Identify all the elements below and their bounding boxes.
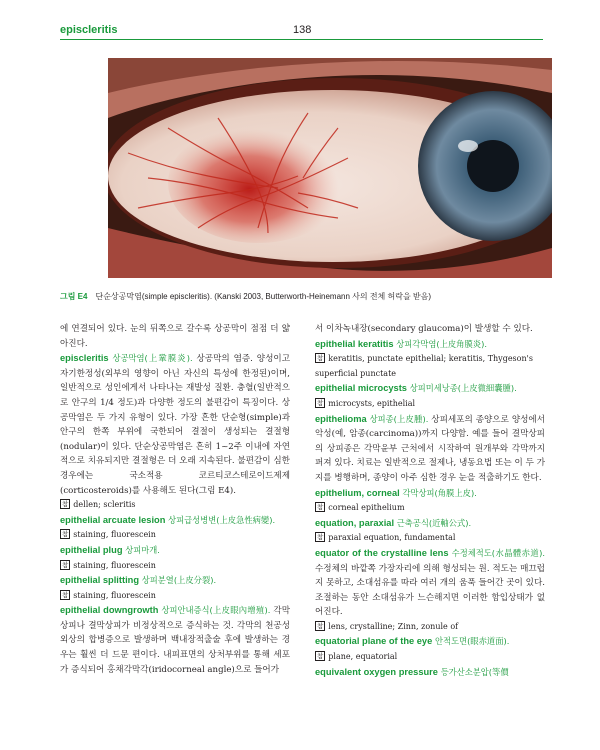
entry-korean-term: 수정체적도(水晶體赤道). bbox=[451, 547, 546, 558]
left-column bbox=[60, 322, 290, 677]
entry-definition: 수정체의 바깥쪽 가장자리에 의해 형성되는 원. 적도는 매끄럽지 못하고, 소대섬유를 따라 여러 개의 움푹 들어간 곳이 있다. 조절하는 동안 소대섬유가 느슨해지면 이러한 함입상태가 없어진다. bbox=[315, 563, 545, 618]
cross-reference-text: keratitis, punctate epithelial; keratitis, Thygeson's superficial punctate bbox=[315, 354, 533, 378]
entry-paragraph bbox=[315, 546, 545, 620]
entry-term: epithelial keratitis bbox=[315, 338, 394, 349]
entry-definition: 상공막의 염증. 양성이고 자기한정성(외부의 영향이 아닌 자신의 특성에 한정된)이며, 일반적으로 성인에게서 나타나는 재발성 질환. 충혈(일반적으로 안구의 1/4 정도)과 다양한 정도의 불편감이 특징이다. 상공막염은 두 가지 유형이 있다. 가장 흔한 단순형(simple)과 안구의 한쪽 부위에 국한되어 결절이 생성되는 결절형(nodular)이 있다. 단순상공막염은 흔히 1~2주 이내에 자연적으로 치유되지만 결절형은 더 오래 지속된다. 불편감이 심한 경우에는 국소적용 코르티코스테로이드제제(corticosteroids)를 사용해도 된다(그림 E4). bbox=[60, 354, 291, 496]
cross-reference bbox=[315, 620, 545, 635]
entry-term: epithelioma bbox=[315, 413, 367, 424]
right-column bbox=[315, 322, 545, 680]
cross-reference-text: lens, crystalline; Zinn, zonule of bbox=[328, 621, 459, 631]
entry-paragraph bbox=[60, 513, 290, 529]
entry-paragraph bbox=[315, 486, 545, 502]
entry-paragraph bbox=[60, 543, 290, 559]
figure-label: 그림 E4 bbox=[60, 292, 88, 301]
dictionary-entry bbox=[315, 337, 545, 382]
entry-term: epithelial plug bbox=[60, 544, 123, 555]
figure-caption-text: 단순상공막염(simple episcleritis). (Kanski 2003, Butterworth-Heinemann 사의 전체 허락을 받음) bbox=[95, 292, 432, 301]
entry-term: equatorial plane of the eye bbox=[315, 636, 433, 647]
dictionary-entry bbox=[315, 381, 545, 411]
dictionary-entry bbox=[315, 412, 545, 486]
figure-caption bbox=[60, 291, 560, 302]
page-number: 138 bbox=[293, 24, 312, 36]
entry-korean-term: 상피각막염(上皮角膜炎). bbox=[396, 338, 487, 349]
entry-term: equator of the crystalline lens bbox=[315, 547, 449, 558]
reference-mark-icon: 참 bbox=[317, 398, 324, 407]
episcleritis-photo bbox=[108, 58, 552, 278]
entry-term: episcleritis bbox=[60, 353, 109, 364]
entry-definition: 상피세포의 종양으로 양성에서 악성(예, 암종(carcinoma))까지 다양함. 예를 들어 결막상피의 상피종은 각막윤부 근처에서 시작하여 원개부와 각막까지 퍼져 있다. 치료는 일반적으로 절제나, 냉동요법 또는 이 두 가지를 병행하며, 종양이 아주 심한 경우 눈을 적출하기도 한다. bbox=[315, 414, 546, 483]
dictionary-entry bbox=[60, 513, 290, 543]
continuation-text: 서 이차녹내장(secondary glaucoma)이 발생할 수 있다. bbox=[315, 324, 533, 334]
reference-mark-icon: 참 bbox=[62, 530, 69, 539]
dictionary-entry bbox=[315, 516, 545, 546]
reference-mark-icon: 참 bbox=[317, 621, 324, 630]
cross-reference bbox=[60, 528, 290, 543]
reference-mark-icon: 참 bbox=[317, 652, 324, 661]
cross-reference-text: paraxial equation, fundamental bbox=[328, 533, 456, 543]
cross-reference bbox=[60, 589, 290, 604]
entry-term: equivalent oxygen pressure bbox=[315, 666, 438, 677]
cross-reference bbox=[315, 352, 545, 381]
entry-paragraph bbox=[315, 337, 545, 353]
entry-paragraph bbox=[315, 412, 545, 486]
dictionary-entry bbox=[315, 665, 545, 681]
entry-term: epithelial microcysts bbox=[315, 383, 407, 394]
reference-mark-icon: 참 bbox=[62, 560, 69, 569]
entry-korean-term: 상피마개. bbox=[125, 544, 160, 555]
entry-paragraph bbox=[315, 381, 545, 397]
cross-reference bbox=[60, 498, 290, 513]
dictionary-entry bbox=[315, 634, 545, 664]
entry-term: epithelium, corneal bbox=[315, 487, 400, 498]
dictionary-entry bbox=[60, 351, 290, 513]
cross-reference bbox=[315, 501, 545, 516]
entry-paragraph bbox=[60, 351, 290, 498]
entry-term: epithelial arcuate lesion bbox=[60, 514, 166, 525]
entry-korean-term: 상피미세낭종(上皮微細囊腫). bbox=[409, 383, 517, 394]
cross-reference bbox=[315, 397, 545, 412]
cross-reference-text: plane, equatorial bbox=[328, 652, 398, 662]
reference-mark-icon: 참 bbox=[62, 590, 69, 599]
entry-paragraph bbox=[60, 603, 290, 677]
cross-reference bbox=[315, 531, 545, 546]
dictionary-entry bbox=[315, 546, 545, 635]
entry-korean-term: 안적도면(眼赤道面). bbox=[435, 636, 510, 647]
dictionary-entry bbox=[60, 573, 290, 603]
entry-korean-term: 상피분열(上皮分裂). bbox=[141, 575, 217, 586]
reference-mark-icon: 참 bbox=[317, 533, 324, 542]
entry-korean-term: 상피안내증식(上皮眼內增殖). bbox=[161, 605, 271, 616]
entry-term: epithelial downgrowth bbox=[60, 605, 159, 616]
entry-term: epithelial splitting bbox=[60, 575, 140, 586]
running-header-term: episcleritis bbox=[60, 24, 118, 36]
cross-reference-text: staining, fluorescein bbox=[73, 530, 156, 540]
cross-reference-text: staining, fluorescein bbox=[73, 590, 156, 600]
entry-korean-term: 상피종(上皮腫). bbox=[369, 413, 429, 424]
entry-term: equation, paraxial bbox=[315, 517, 395, 528]
cross-reference-text: dellen; scleritis bbox=[73, 500, 136, 510]
header-rule bbox=[60, 39, 543, 40]
continuation-text: 에 연결되어 있다. 눈의 뒤쪽으로 갈수록 상공막이 점점 더 얇아진다. bbox=[60, 324, 290, 349]
entry-paragraph bbox=[60, 573, 290, 589]
reference-mark-icon: 참 bbox=[62, 500, 69, 509]
entry-definition: 각막상피나 결막상피가 비정상적으로 증식하는 것. 각막의 천공성외상의 합병증으로 발생하며 백내장적출술 후에 발생하는 경우는 훨씬 더 드문 편이다. 내피표면의 상처부위를 통해 세포가 증식되어 홍채각막각(iridocorneal angle)으로 들어가 bbox=[60, 606, 291, 675]
cross-reference-text: microcysts, epithelial bbox=[328, 398, 416, 408]
entry-paragraph bbox=[315, 665, 545, 681]
entry-korean-term: 각막상피(角膜上皮). bbox=[402, 487, 477, 498]
reference-mark-icon: 참 bbox=[317, 503, 324, 512]
entry-korean-term: 등가산소분압(等價 bbox=[440, 666, 509, 677]
entry-korean-term: 근축공식(近軸公式). bbox=[396, 517, 472, 528]
dictionary-entry bbox=[315, 486, 545, 516]
entry-paragraph bbox=[315, 634, 545, 650]
cross-reference-text: corneal epithelium bbox=[328, 503, 405, 513]
entry-korean-term: 상공막염(上鞏膜炎). bbox=[112, 353, 193, 364]
entry-paragraph bbox=[315, 516, 545, 532]
cross-reference bbox=[60, 559, 290, 574]
cross-reference bbox=[315, 650, 545, 665]
cross-reference-text: staining, fluorescein bbox=[73, 560, 156, 570]
dictionary-entry bbox=[60, 543, 290, 573]
reference-mark-icon: 참 bbox=[317, 354, 324, 363]
entry-korean-term: 상피급성병변(上皮急性病變). bbox=[168, 514, 276, 525]
dictionary-entry bbox=[60, 603, 290, 677]
